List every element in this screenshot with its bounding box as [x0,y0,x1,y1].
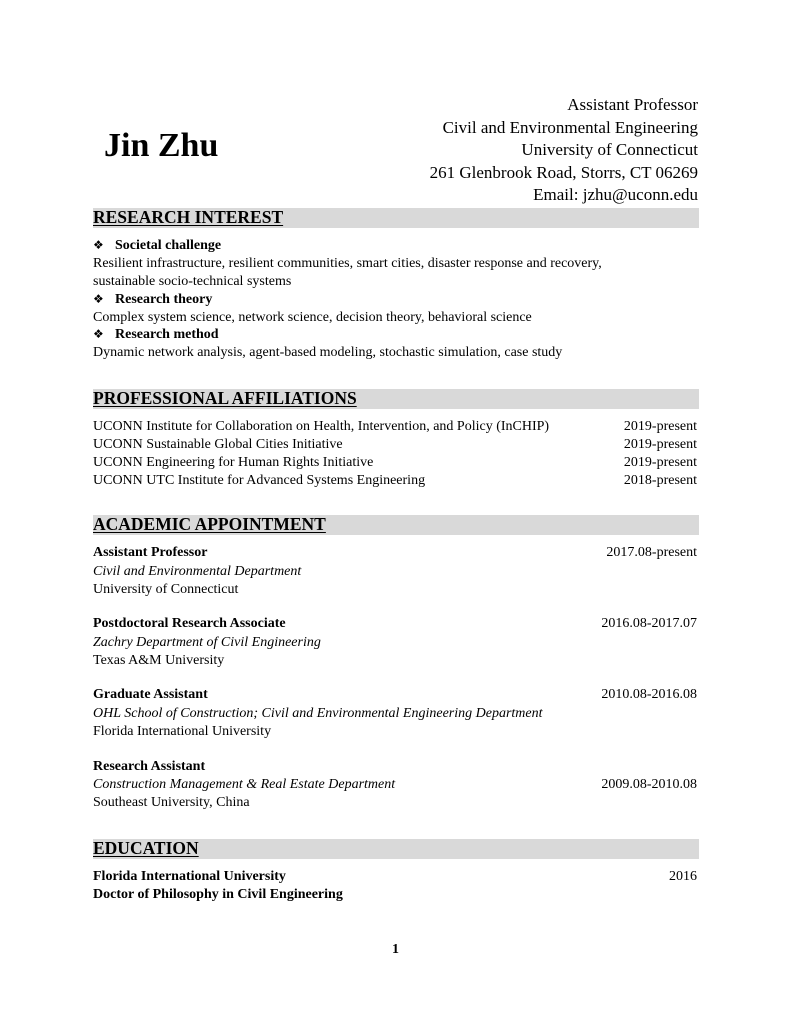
section-title: RESEARCH INTEREST [93,207,284,227]
bullet-heading-text: Societal challenge [115,238,222,253]
contact-address: 261 Glenbrook Road, Storrs, CT 06269 [429,162,698,182]
affiliation-name: UCONN Sustainable Global Cities Initiative [93,437,343,452]
section-title: ACADEMIC APPOINTMENT [93,514,326,534]
affiliation-date: 2019-present [623,419,697,434]
diamond-bullet-icon: ❖ [93,292,104,306]
appointment-org: Texas A&M University [93,653,225,668]
interest-line: Resilient infrastructure, resilient communities, smart cities, disaster response and recovery, [93,256,602,271]
appointment-date: 2017.08-present [606,545,697,560]
appointment-org: Southeast University, China [93,795,250,810]
education-header [93,839,699,859]
bullet-heading [93,326,219,343]
interest-line: Dynamic network analysis, agent-based modeling, stochastic simulation, case study [93,345,563,360]
appointment-date: 2009.08-2010.08 [601,777,697,792]
appointment-role: Research Assistant [93,759,206,774]
contact-email: Email: jzhu@uconn.edu [533,185,698,204]
bullet-heading-text: Research theory [115,292,213,307]
education-year: 2016 [669,869,697,884]
bullet-heading [93,291,212,308]
diamond-bullet-icon: ❖ [93,327,104,341]
interest-line: sustainable socio-technical systems [93,274,292,289]
affiliation-date: 2019-present [623,455,697,470]
appointment-role: Postdoctoral Research Associate [93,616,286,631]
appointment-dept: OHL School of Construction; Civil and Environmental Engineering Department [93,706,543,721]
affiliation-name: UCONN Engineering for Human Rights Initiative [93,455,374,470]
education-school: Florida International University [93,869,286,884]
appointment-date: 2010.08-2016.08 [601,687,697,702]
affiliations-header [93,389,699,409]
section-title: PROFESSIONAL AFFILIATIONS [93,388,357,408]
appointment-dept: Construction Management & Real Estate Department [93,777,396,792]
appointment-dept: Zachry Department of Civil Engineering [93,635,321,650]
affiliation-name: UCONN UTC Institute for Advanced Systems Engineering [93,473,426,488]
appointment-date: 2016.08-2017.07 [601,616,697,631]
affiliation-date: 2019-present [623,437,697,452]
appointment-dept: Civil and Environmental Department [93,564,302,579]
research-interest-header [93,208,699,228]
appointment-org: Florida International University [93,724,272,739]
bullet-heading [93,237,221,254]
page-number: 1 [392,942,399,957]
interest-line: Complex system science, network science, decision theory, behavioral science [93,310,532,325]
appointment-role: Graduate Assistant [93,687,208,702]
education-degree: Doctor of Philosophy in Civil Engineering [93,887,343,902]
section-title: EDUCATION [93,838,199,858]
contact-block [430,94,698,207]
contact-department: Civil and Environmental Engineering [442,117,698,137]
affiliation-name: UCONN Institute for Collaboration on Health, Intervention, and Policy (InCHIP) [93,419,550,434]
contact-university: University of Connecticut [521,140,698,159]
candidate-name: Jin Zhu [104,127,219,164]
bullet-heading-text: Research method [115,327,219,342]
appointment-role: Assistant Professor [93,545,208,560]
appointment-org: University of Connecticut [93,582,239,597]
appointment-header [93,515,699,535]
contact-title: Assistant Professor [567,95,698,114]
affiliation-date: 2018-present [623,473,697,488]
diamond-bullet-icon: ❖ [93,238,104,252]
